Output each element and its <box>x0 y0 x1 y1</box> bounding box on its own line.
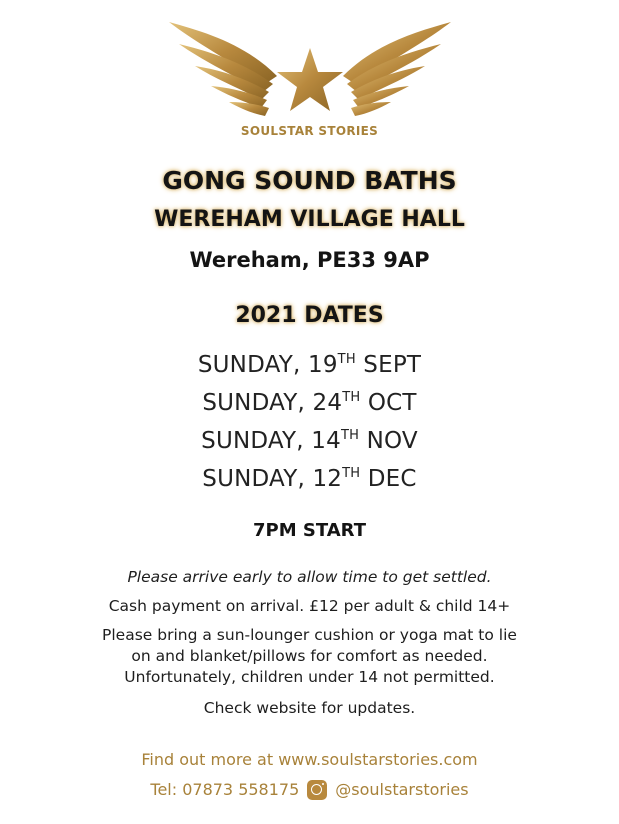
event-address: Wereham, PE33 9AP <box>189 248 430 272</box>
brand-name: SOULSTAR STORIES <box>240 124 379 138</box>
date-item: SUNDAY, 19TH SEPT <box>197 352 422 378</box>
website-link[interactable]: Find out more at www.soulstarstories.com <box>141 750 478 769</box>
bring-line: Please bring a sun-lounger cushion or yoga mat to lie <box>102 626 517 644</box>
bring-line: on and blanket/pillows for comfort as needed. <box>131 647 488 665</box>
dates-heading: 2021 DATES <box>235 303 384 328</box>
winged-star-icon <box>165 14 455 126</box>
date-item: SUNDAY, 24TH OCT <box>202 390 417 416</box>
instagram-handle[interactable]: @soulstarstories <box>335 780 469 799</box>
instagram-icon[interactable] <box>307 780 327 800</box>
start-time: 7PM START <box>252 520 366 541</box>
event-venue: WEREHAM VILLAGE HALL <box>154 207 465 232</box>
website-note: Check website for updates. <box>203 699 416 717</box>
arrival-note: Please arrive early to allow time to get settled. <box>127 568 492 586</box>
event-title: GONG SOUND BATHS <box>162 166 457 195</box>
phone-number[interactable]: Tel: 07873 558175 <box>150 780 300 799</box>
payment-note: Cash payment on arrival. £12 per adult & child 14+ <box>108 597 511 615</box>
date-item: SUNDAY, 12TH DEC <box>202 466 417 492</box>
bring-line: Unfortunately, children under 14 not permitted. <box>124 668 495 686</box>
info-block <box>0 567 619 718</box>
date-list <box>0 350 619 502</box>
date-item: SUNDAY, 14TH NOV <box>201 428 418 454</box>
contact-row <box>0 779 619 801</box>
bring-note <box>0 625 619 688</box>
contact-block <box>0 749 619 801</box>
